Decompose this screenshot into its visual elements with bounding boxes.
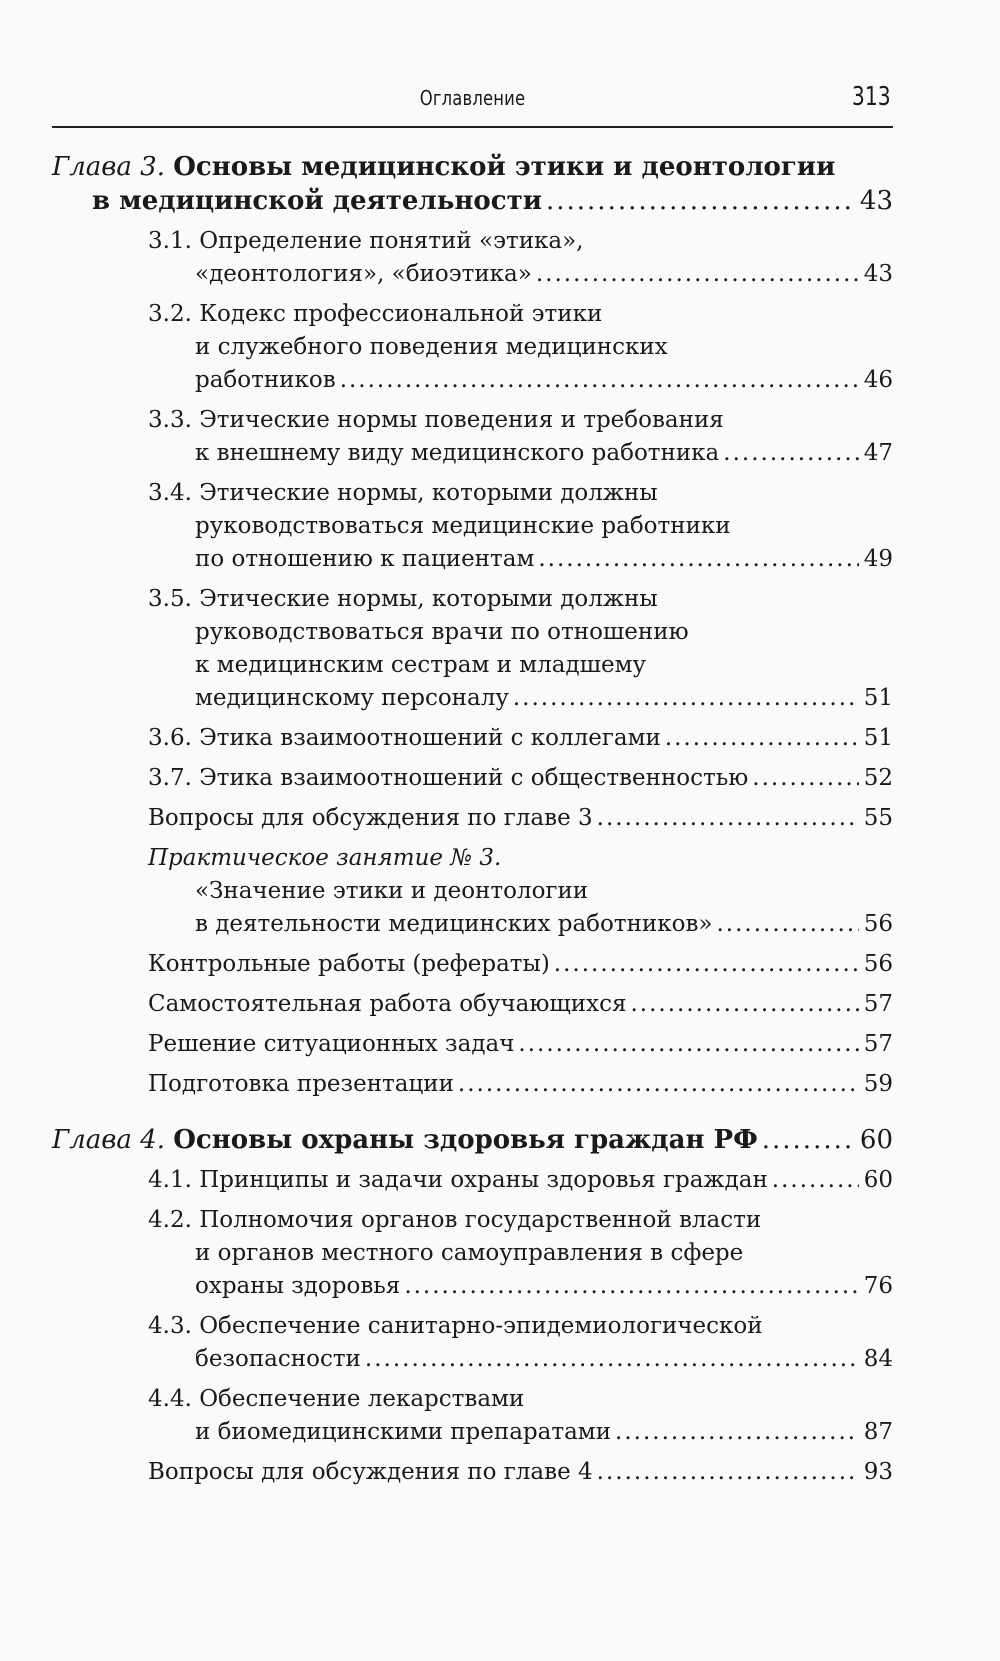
entry-page: 57 (863, 991, 893, 1017)
entry-text: Контрольные работы (рефераты) (148, 951, 550, 977)
toc-entry-3-5[interactable] (52, 583, 893, 715)
entry-page: 57 (863, 1031, 893, 1057)
leader-dots (513, 682, 859, 715)
toc-entry-questions-4[interactable] (52, 1456, 893, 1489)
section-number: 4.4. (148, 1386, 192, 1412)
section-line: Кодекс профессиональной этики (199, 301, 603, 327)
section-number: 3.6. (148, 725, 192, 751)
section-last-line: Этика взаимоотношений с коллегами (199, 725, 661, 751)
chapter-4-heading[interactable] (52, 1123, 893, 1157)
section-last-line: безопасности (195, 1346, 361, 1372)
section-number: 4.1. (148, 1167, 192, 1193)
leader-dots (536, 258, 859, 291)
section-line: Обеспечение санитарно-эпидемиологической (199, 1313, 763, 1339)
leader-dots (752, 762, 859, 795)
section-number: 4.3. (148, 1313, 192, 1339)
entry-text: Вопросы для обсуждения по главе 3 (148, 805, 593, 831)
section-line: Обеспечение лекарствами (199, 1386, 525, 1412)
section-last-line: «деонтология», «биоэтика» (195, 261, 532, 287)
toc-entry-self-study[interactable] (52, 988, 893, 1021)
section-last-line: и биомедицинскими препаратами (195, 1419, 612, 1445)
section-number: 3.2. (148, 301, 192, 327)
toc-entry-4-1[interactable] (52, 1164, 893, 1197)
leader-dots (404, 1270, 859, 1303)
toc-entry-4-3[interactable] (52, 1310, 893, 1376)
leader-dots (518, 1028, 859, 1061)
section-page: 43 (863, 261, 893, 287)
section-line: и служебного поведения медицинских (195, 334, 668, 360)
leader-dots (546, 184, 856, 218)
toc-entry-4-4[interactable] (52, 1383, 893, 1449)
entry-text: Самостоятельная работа обучающихся (148, 991, 627, 1017)
toc-entry-3-2[interactable] (52, 298, 893, 397)
toc-entry-essays[interactable] (52, 948, 893, 981)
section-last-line: работников (195, 367, 336, 393)
toc-entry-3-1[interactable] (52, 225, 893, 291)
section-line: Определение понятий «этика», (199, 228, 584, 254)
toc-entry-presentation[interactable] (52, 1068, 893, 1101)
leader-dots (615, 1416, 859, 1449)
leader-dots (762, 1123, 856, 1157)
section-line: руководствоваться медицинские работники (195, 513, 731, 539)
section-number: 3.7. (148, 765, 192, 791)
chapter-3-heading[interactable] (52, 150, 893, 218)
section-line: Этические нормы поведения и требования (199, 407, 724, 433)
section-number: 3.1. (148, 228, 192, 254)
section-number: 3.4. (148, 480, 192, 506)
section-line: к медицинским сестрам и младшему (195, 652, 647, 678)
toc-entry-case-tasks[interactable] (52, 1028, 893, 1061)
chapter-title: Основы охраны здоровья граждан РФ (173, 1125, 758, 1155)
section-last-line: Принципы и задачи охраны здоровья граждан (199, 1167, 768, 1193)
section-page: 87 (863, 1419, 893, 1445)
header-title: Оглавление (419, 86, 526, 110)
entry-page: 59 (863, 1071, 893, 1097)
chapter-label: Глава 3. (52, 152, 165, 182)
leader-dots (365, 1343, 859, 1376)
chapter-page: 43 (859, 186, 893, 216)
entry-page: 93 (863, 1459, 893, 1485)
section-line: и органов местного самоуправления в сфере (195, 1240, 744, 1266)
section-page: 84 (863, 1346, 893, 1372)
toc-entry-3-6[interactable] (52, 722, 893, 755)
leader-dots (723, 437, 859, 470)
section-page: 46 (863, 367, 893, 393)
toc-entry-3-7[interactable] (52, 762, 893, 795)
practical-label: Практическое занятие № 3. (148, 845, 502, 871)
table-of-contents (52, 150, 893, 1489)
chapter-label: Глава 4. (52, 1125, 165, 1155)
section-line: Этические нормы, которыми должны (199, 480, 658, 506)
section-number: 3.5. (148, 586, 192, 612)
section-page: 76 (863, 1273, 893, 1299)
section-last-line: к внешнему виду медицинского работника (195, 440, 720, 466)
section-line: руководствоваться врачи по отношению (195, 619, 689, 645)
practical-line: «Значение этики и деонтологии (195, 878, 589, 904)
toc-entry-3-3[interactable] (52, 404, 893, 470)
entry-text: Вопросы для обсуждения по главе 4 (148, 1459, 593, 1485)
section-page: 47 (863, 440, 893, 466)
running-header (52, 80, 893, 128)
leader-dots (458, 1068, 859, 1101)
section-page: 51 (863, 725, 893, 751)
toc-entry-3-4[interactable] (52, 477, 893, 576)
section-page: 52 (863, 765, 893, 791)
leader-dots (772, 1164, 859, 1197)
chapter-title-cont: в медицинской деятельности (92, 186, 542, 216)
leader-dots (717, 908, 860, 941)
entry-page: 56 (863, 951, 893, 977)
practical-last-line: в деятельности медицинских работников» (195, 911, 713, 937)
section-page: 49 (863, 546, 893, 572)
section-page: 60 (863, 1167, 893, 1193)
toc-entry-questions-3[interactable] (52, 802, 893, 835)
chapter-page: 60 (859, 1125, 893, 1155)
chapter-title: Основы медицинской этики и деонтологии (173, 152, 836, 182)
section-last-line: по отношению к пациентам (195, 546, 535, 572)
leader-dots (538, 543, 859, 576)
section-number: 4.2. (148, 1207, 192, 1233)
section-last-line: медицинскому персоналу (195, 685, 509, 711)
toc-entry-practical-3[interactable] (52, 842, 893, 941)
section-number: 3.3. (148, 407, 192, 433)
leader-dots (340, 364, 859, 397)
leader-dots (554, 948, 859, 981)
leader-dots (597, 802, 859, 835)
entry-page: 55 (863, 805, 893, 831)
leader-dots (597, 1456, 859, 1489)
section-line: Этические нормы, которыми должны (199, 586, 658, 612)
section-page: 51 (863, 685, 893, 711)
toc-entry-4-2[interactable] (52, 1204, 893, 1303)
leader-dots (665, 722, 859, 755)
section-last-line: Этика взаимоотношений с общественностью (199, 765, 749, 791)
entry-text: Решение ситуационных задач (148, 1031, 515, 1057)
leader-dots (630, 988, 859, 1021)
header-page-number: 313 (852, 82, 891, 112)
entry-text: Подготовка презентации (148, 1071, 454, 1097)
section-last-line: охраны здоровья (195, 1273, 401, 1299)
practical-page: 56 (863, 911, 893, 937)
section-line: Полномочия органов государственной власти (199, 1207, 762, 1233)
